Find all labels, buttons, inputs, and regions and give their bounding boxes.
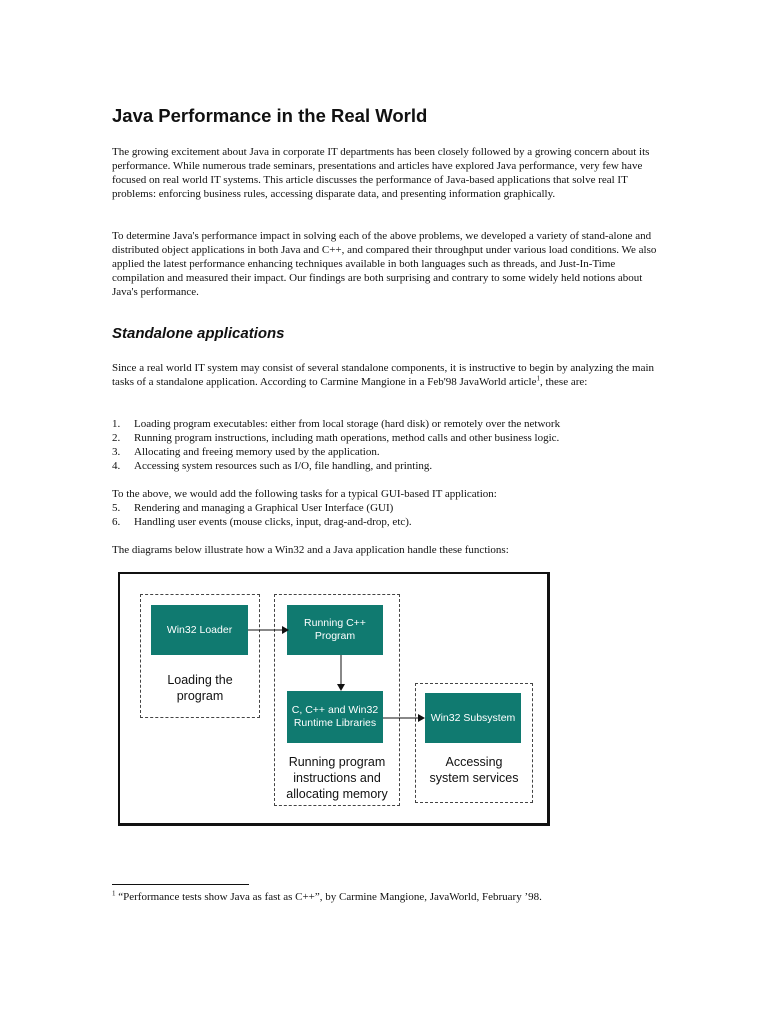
gui-intro-paragraph: To the above, we would add the following tasks for a typical GUI-based IT application: — [112, 488, 497, 500]
page-title: Java Performance in the Real World — [112, 105, 428, 126]
loading-caption-line: Loading the — [167, 673, 233, 687]
runtime-libraries-label-line: C, C++ and Win32 — [291, 704, 379, 716]
running-cpp-box — [287, 605, 383, 655]
list-text: Running program instructions, including math operations, method calls and other business logic. — [134, 432, 560, 444]
footnote — [112, 890, 657, 904]
footnote-reference[interactable]: 1 — [536, 374, 540, 383]
list-text: Loading program executables: either from local storage (hard disk) or remotely over the network — [134, 418, 561, 430]
list-text: Accessing system resources such as I/O, file handling, and printing. — [134, 460, 433, 472]
list-item — [112, 417, 657, 431]
list-number: 4. — [112, 460, 121, 472]
running-caption-line: instructions and — [293, 771, 381, 785]
list-item — [112, 431, 657, 445]
task-list — [112, 417, 657, 473]
footnote-marker: 1 — [112, 889, 116, 898]
runtime-libraries-box — [287, 691, 383, 743]
arrow-down-icon — [335, 655, 347, 692]
footnote-divider — [112, 884, 249, 885]
intro-paragraph-2: To determine Java's performance impact in solving each of the above problems, we developed a variety of stand-alone and distributed object applications in both Java and C++, and compared their throughput under various load conditions. We also applied the latest performance enhancing techniques available in both languages such as threads, and Just-In-Time compilation and measured their impact. Our findings are both surprising and contrary to some widely held notions about Java's performance. — [112, 230, 657, 298]
section-heading: Standalone applications — [112, 325, 285, 342]
running-caption-line: Running program — [288, 755, 386, 769]
diagram-intro-paragraph: The diagrams below illustrate how a Win32 and a Java application handle these functions: — [112, 544, 509, 556]
list-item — [112, 515, 657, 529]
runtime-libraries-label-line: Runtime Libraries — [293, 717, 377, 729]
section-paragraph — [112, 361, 657, 389]
running-cpp-label-line: Program — [314, 630, 356, 642]
intro-paragraph-1: The growing excitement about Java in corporate IT departments has been closely followed by a growing concern about its performance. While numerous trade seminars, presentations and articles have explored Java performance, very few have focused on real world IT systems. This article discusses the performance of Java-based applications that solve real IT problems: enforcing business rules, accessing disparate data, and presenting information graphically. — [112, 146, 650, 200]
win32-subsystem-label: Win32 Subsystem — [430, 711, 516, 724]
running-cpp-label — [304, 617, 366, 643]
list-number: 2. — [112, 432, 121, 444]
list-text: Handling user events (mouse clicks, input, drag-and-drop, etc). — [134, 516, 412, 528]
running-caption-line: allocating memory — [286, 787, 388, 801]
list-number: 1. — [112, 418, 121, 430]
runtime-libraries-label — [292, 704, 378, 730]
list-number: 6. — [112, 516, 121, 528]
section-paragraph-text: Since a real world IT system may consist of several standalone components, it is instructive to begin by analyzing the main tasks of a standalone application. According to Carmine Mangione in a Feb'98 JavaWorld article — [112, 362, 655, 388]
section-paragraph-tail: , these are: — [539, 376, 588, 388]
win32-loader-box — [151, 605, 248, 655]
list-number: 3. — [112, 446, 121, 458]
loading-caption-line: program — [176, 689, 224, 703]
list-item — [112, 445, 657, 459]
accessing-caption — [417, 754, 531, 786]
list-text: Allocating and freeing memory used by the application. — [134, 446, 380, 458]
list-number: 5. — [112, 502, 121, 514]
running-caption — [276, 754, 398, 802]
win32-subsystem-box — [425, 693, 521, 743]
arrow-right-icon — [248, 624, 290, 636]
accessing-caption-line: system services — [429, 771, 519, 785]
accessing-caption-line: Accessing — [445, 755, 503, 769]
list-item — [112, 459, 657, 473]
list-item — [112, 501, 657, 515]
footnote-text: “Performance tests show Java as fast as C++”, by Carmine Mangione, JavaWorld, February ’98. — [115, 891, 542, 903]
list-text: Rendering and managing a Graphical User Interface (GUI) — [134, 502, 394, 514]
gui-task-list — [112, 501, 657, 529]
win32-architecture-diagram — [118, 572, 550, 826]
arrow-right-icon — [383, 712, 426, 724]
running-cpp-label-line: Running C++ — [304, 617, 366, 629]
loading-caption — [142, 672, 258, 704]
win32-loader-label: Win32 Loader — [166, 623, 233, 636]
